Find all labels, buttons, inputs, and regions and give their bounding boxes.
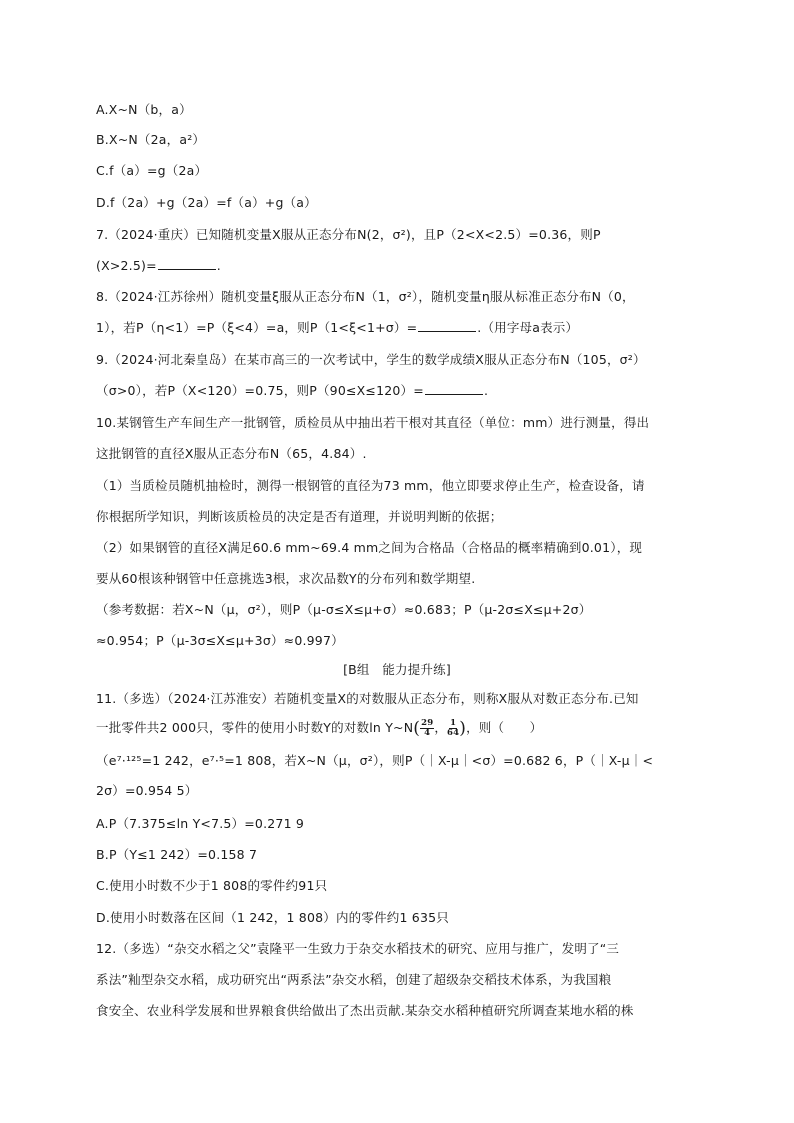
left-paren: ( bbox=[413, 718, 421, 739]
q11-line-2 bbox=[96, 718, 696, 739]
q9-period: . bbox=[483, 383, 489, 398]
q9-text: （σ>0），若P（X<120）=0.75，则P（90≤X≤120）= bbox=[96, 383, 424, 398]
q8-answer-blank[interactable] bbox=[418, 318, 476, 332]
q11-option-b: B.P（Y≤1 242）=0.158 7 bbox=[96, 847, 258, 862]
q8-text: 1），若P（η<1）=P（ξ<4）=a，则P（1<ξ<1+σ）= bbox=[96, 320, 418, 335]
q7-text: (X>2.5)= bbox=[96, 258, 157, 273]
q11-data-line-2: 2σ）=0.954 5） bbox=[96, 783, 198, 798]
q10-line-1: 10.某钢管生产车间生产一批钢管，质检员从中抽出若干根对其直径（单位：mm）进行测量，得出 bbox=[96, 415, 650, 430]
q6-option-d: D.f（2a）+g（2a）=f（a）+g（a） bbox=[96, 195, 317, 210]
q9-answer-blank[interactable] bbox=[425, 381, 483, 395]
q11-option-d: D.使用小时数落在区间（1 242，1 808）内的零件约1 635只 bbox=[96, 910, 449, 925]
q6-option-c: C.f（a）=g（2a） bbox=[96, 163, 208, 178]
fraction-1-64: $\frac{1}{64}$ bbox=[447, 718, 460, 738]
q6-option-b: B.X~N（2a，a²） bbox=[96, 132, 206, 147]
q10-reference-line-2: ≈0.954；P（μ-3σ≤X≤μ+3σ）≈0.997） bbox=[96, 633, 344, 648]
q8-line-1: 8.（2024·江苏徐州）随机变量ξ服从正态分布N（1，σ²），随机变量η服从标准正态分布N（0， bbox=[96, 289, 635, 304]
q10-reference-line-1: （参考数据：若X~N（μ，σ²），则P（μ-σ≤X≤μ+σ）≈0.683；P（μ-2σ≤X≤μ+2σ） bbox=[96, 602, 592, 617]
q7-answer-blank[interactable] bbox=[158, 256, 216, 270]
q10-part1-line-1: （1）当质检员随机抽检时，测得一根钢管的直径为73 mm，他立即要求停止生产，检查设备，请 bbox=[96, 478, 645, 493]
q11-text: 一批零件共2 000只，零件的使用小时数Y的对数ln Y~N bbox=[96, 720, 414, 735]
comma: ， bbox=[434, 720, 448, 735]
q12-line-2: 系法”籼型杂交水稻，成功研究出“两系法”杂交水稻，创建了超级杂交稻技术体系，为我国粮 bbox=[96, 972, 612, 987]
q11-data-line-1: （e⁷·¹²⁵=1 242，e⁷·⁵=1 808，若X~N（μ，σ²），则P（｜X-μ｜<σ）=0.682 6，P（｜X-μ｜< bbox=[96, 753, 654, 768]
q9-line-2 bbox=[96, 381, 696, 401]
q12-line-1: 12.（多选）“杂交水稻之父”袁隆平一生致力于杂交水稻技术的研究、应用与推广，发明了“三 bbox=[96, 941, 620, 956]
q7-line-2 bbox=[96, 256, 696, 276]
q6-option-a: A.X~N（b，a） bbox=[96, 102, 192, 117]
q10-part2-line-1: （2）如果钢管的直径X满足60.6 mm~69.4 mm之间为合格品（合格品的概率精确到0.01），现 bbox=[96, 540, 643, 555]
q7-line-1: 7.（2024·重庆）已知随机变量X服从正态分布N(2，σ²)，且P（2<X<2.5）=0.36，则P bbox=[96, 227, 601, 242]
q11-line-1: 11.（多选）（2024·江苏淮安）若随机变量X的对数服从正态分布，则称X服从对数正态分布.已知 bbox=[96, 691, 639, 706]
section-heading-b: [B组 能力提升练] bbox=[343, 662, 451, 677]
q11-option-c: C.使用小时数不少于1 808的零件约91只 bbox=[96, 878, 328, 893]
q10-part2-line-2: 要从60根该种钢管中任意挑选3根，求次品数Y的分布列和数学期望. bbox=[96, 571, 476, 586]
q11-tail: ，则（ ） bbox=[466, 720, 543, 735]
q11-option-a: A.P（7.375≤ln Y<7.5）=0.271 9 bbox=[96, 816, 305, 831]
q8-tail: .（用字母a表示） bbox=[477, 320, 579, 335]
right-paren: ) bbox=[459, 718, 467, 739]
q10-part1-line-2: 你根据所学知识，判断该质检员的决定是否有道理，并说明判断的依据； bbox=[96, 509, 503, 524]
q10-line-2: 这批钢管的直径X服从正态分布N（65，4.84）. bbox=[96, 446, 367, 461]
fraction-29-4: $\frac{29}{4}$ bbox=[421, 718, 434, 738]
q7-period: . bbox=[216, 258, 221, 273]
q12-line-3: 食安全、农业科学发展和世界粮食供给做出了杰出贡献.某杂交水稻种植研究所调查某地水稻的株 bbox=[96, 1003, 634, 1018]
q8-line-2 bbox=[96, 318, 696, 338]
q9-line-1: 9.（2024·河北秦皇岛）在某市高三的一次考试中，学生的数学成绩X服从正态分布N（105，σ²） bbox=[96, 352, 646, 367]
